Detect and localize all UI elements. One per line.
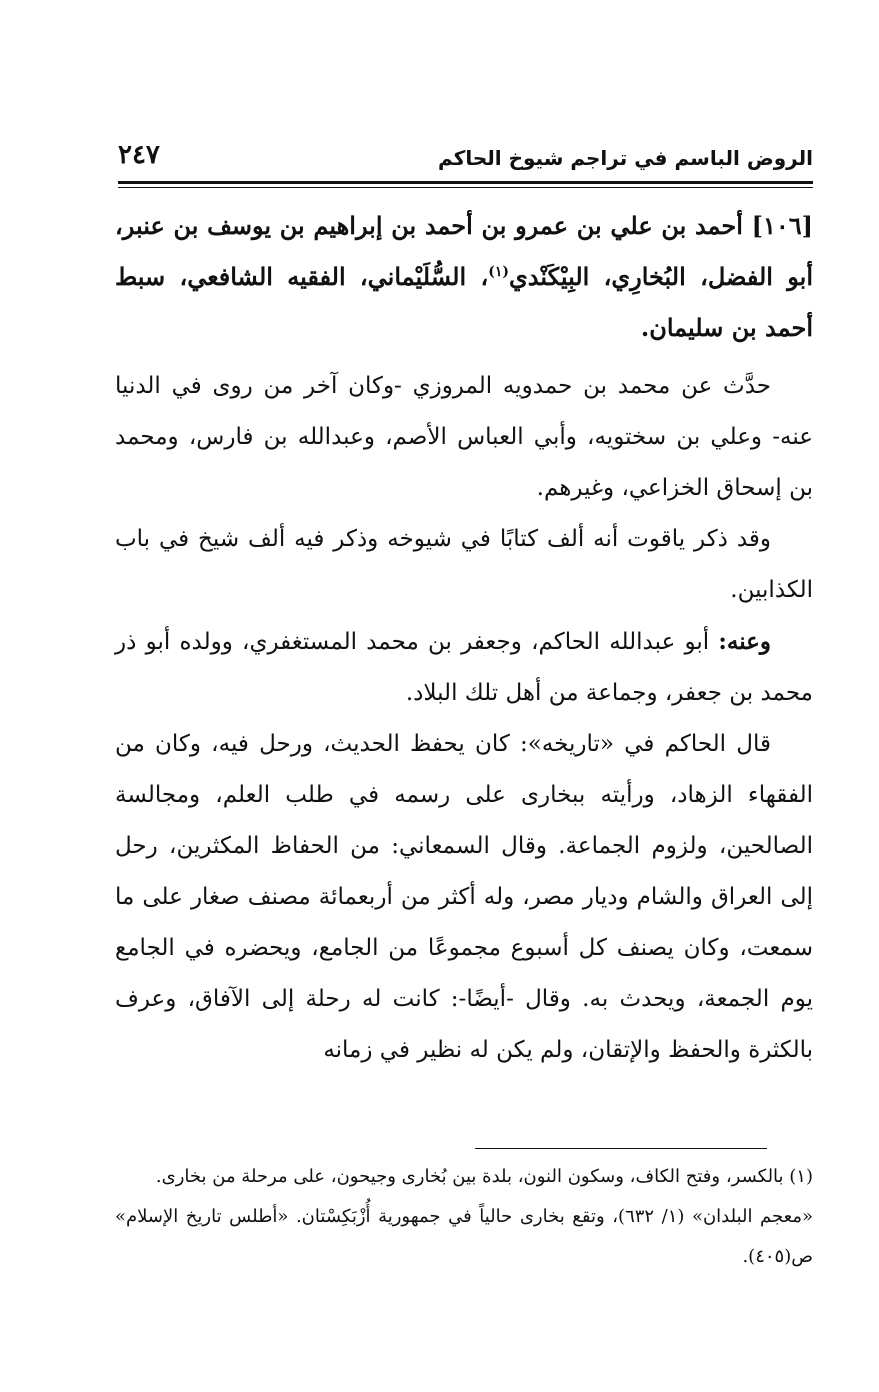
entry-name: أحمد بن علي بن عمرو بن أحمد بن إبراهيم بن يوسف بن عنبر، أبو الفضل، البُخارِي، البِيْكَنْدي — [115, 211, 813, 291]
entry-heading — [115, 200, 813, 353]
paragraph-teachers: حدَّث عن محمد بن حمدويه المروزي -وكان آخر من روى في الدنيا عنه- وعلي بن سختويه، وأبي العباس الأصم، وعبدالله بن فارس، ومحمد بن إسحاق الخزاعي، وغيرهم. — [115, 373, 813, 501]
students-text: أبو عبدالله الحاكم، وجعفر بن محمد المستغفري، وولده أبو ذر محمد بن جعفر، وجماعة من أهل تلك البلاد. — [115, 629, 813, 706]
entry-number: [١٠٦] — [751, 211, 813, 240]
entry-name-continued: ، السُّلَيْماني، الفقيه الشافعي، سبط أحمد بن سليمان. — [115, 262, 813, 342]
paragraph-hakim-quote: قال الحاكم في «تاريخه»: كان يحفظ الحديث، ورحل فيه، وكان من الفقهاء الزهاد، ورأيته ببخارى على رسمه في طلب العلم، ومجالسة الصالحين، ولزوم الجماعة. وقال السمعاني: من الحفاظ المكثرين، رحل إلى العراق والشام وديار مصر، وله أكثر من أربعمائة مصنف صغار على ما سمعت، وكان يصنف كل أسبوع مجموعًا من الجامع، ويحضره في الجامع يوم الجمعة، ويحدث به. وقال -أيضًا-: كانت له رحلة إلى الآفاق، وعرف بالكثرة والحفظ والإتقان، ولم يكن له نظير في زمانه — [115, 731, 813, 1063]
main-text — [115, 200, 813, 1076]
paragraph-students — [115, 616, 813, 719]
page-number: ٢٤٧ — [118, 140, 160, 170]
running-title: الروض الباسم في تراجم شيوخ الحاكم — [438, 146, 813, 170]
paragraph-yaqut: وقد ذكر ياقوت أنه ألف كتابًا في شيوخه وذكر فيه ألف شيخ في باب الكذابين. — [115, 526, 813, 603]
header-rule-thick — [118, 181, 813, 184]
footnote-1: (١) بالكسر، وفتح الكاف، وسكون النون، بلدة بين بُخارى وجيحون، على مرحلة من بخارى. — [155, 1166, 813, 1187]
header-rule-thin — [118, 187, 813, 188]
footnotes — [115, 1135, 813, 1277]
students-lead: وعنه: — [718, 628, 771, 655]
running-header — [118, 140, 813, 180]
footnote-reference[interactable]: (١) — [488, 264, 509, 280]
footnote-1-continued: «معجم البلدان» (١/ ٦٣٢)، وتقع بخارى حالياً في جمهورية أُزْبَكِسْتان. «أطلس تاريخ الإسلام» ص(٤٠٥). — [115, 1206, 813, 1267]
